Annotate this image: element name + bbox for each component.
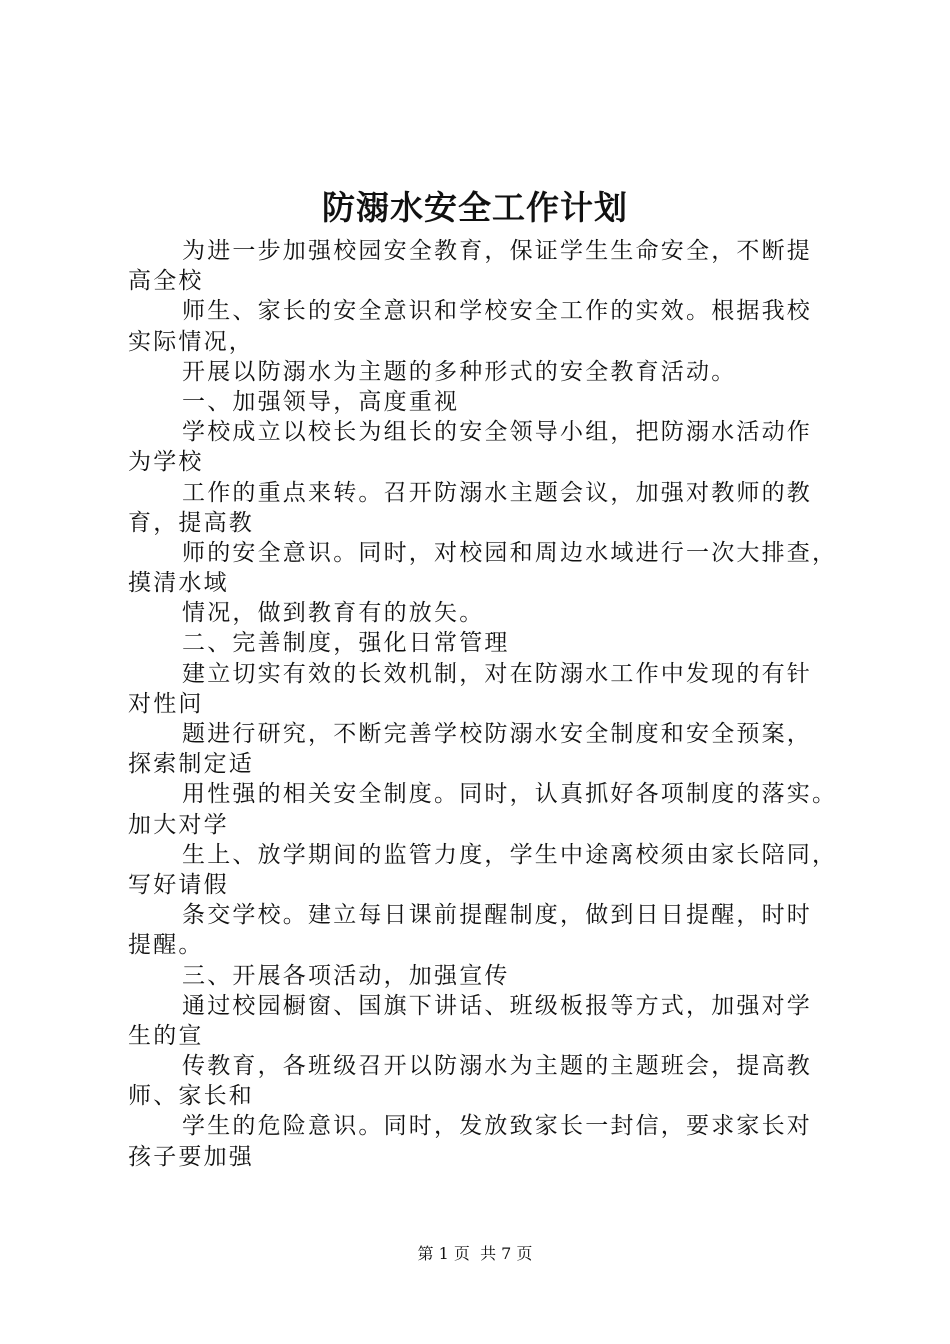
- paragraph-line: 探索制定适: [128, 751, 254, 778]
- paragraph-line: 开展以防溺水为主题的多种形式的安全教育活动。: [182, 358, 737, 385]
- section-heading: 一、加强领导，高度重视: [182, 388, 460, 415]
- page-number: 第 1 页 共 7 页: [417, 1244, 533, 1263]
- paragraph-line: 生上、放学期间的监管力度，学生中途离校须由家长陪同，: [182, 841, 838, 868]
- paragraph-line: 对性问: [128, 690, 204, 717]
- page-footer: [0, 1243, 950, 1265]
- paragraph-line: 师生、家长的安全意识和学校安全工作的实效。根据我校: [182, 298, 812, 325]
- paragraph-line: 学校成立以校长为组长的安全领导小组，把防溺水活动作: [182, 419, 812, 446]
- paragraph-line: 写好请假: [128, 871, 229, 898]
- paragraph-line: 生的宣: [128, 1022, 204, 1049]
- paragraph-line: 提醒。: [128, 932, 204, 959]
- paragraph-line: 孩子要加强: [128, 1143, 254, 1170]
- paragraph-line: 师的安全意识。同时，对校园和周边水域进行一次大排查，: [182, 539, 838, 566]
- paragraph-line: 工作的重点来转。召开防溺水主题会议，加强对教师的教: [182, 479, 812, 506]
- paragraph-line: 用性强的相关安全制度。同时，认真抓好各项制度的落实。: [182, 781, 838, 808]
- paragraph-line: 条交学校。建立每日课前提醒制度，做到日日提醒，时时: [182, 902, 812, 929]
- paragraph-line: 加大对学: [128, 811, 229, 838]
- paragraph-line: 学生的危险意识。同时，发放致家长一封信，要求家长对: [182, 1113, 812, 1140]
- paragraph-line: 传教育，各班级召开以防溺水为主题的主题班会，提高教: [182, 1053, 812, 1080]
- paragraph-line: 题进行研究，不断完善学校防溺水安全制度和安全预案，: [182, 721, 812, 747]
- document-title: 防溺水安全工作计划: [322, 188, 628, 227]
- document-body: [128, 236, 840, 1172]
- paragraph-line: 高全校: [128, 268, 204, 295]
- paragraph-line: 情况，做到教育有的放矢。: [182, 600, 485, 627]
- paragraph-line: 建立切实有效的长效机制，对在防溺水工作中发现的有针: [182, 660, 812, 687]
- paragraph-line: 实际情况，: [128, 328, 254, 355]
- paragraph-line: 育，提高教: [128, 509, 254, 536]
- paragraph-line: 师、家长和: [128, 1083, 254, 1110]
- paragraph-line: 为学校: [128, 449, 204, 476]
- paragraph-line: 通过校园橱窗、国旗下讲话、班级板报等方式，加强对学: [182, 992, 812, 1019]
- paragraph-line: 摸清水域: [128, 570, 229, 597]
- section-heading: 二、完善制度，强化日常管理: [182, 630, 510, 657]
- section-heading: 三、开展各项活动，加强宣传: [182, 962, 510, 989]
- paragraph-line: 为进一步加强校园安全教育，保证学生生命安全，不断提: [182, 238, 812, 264]
